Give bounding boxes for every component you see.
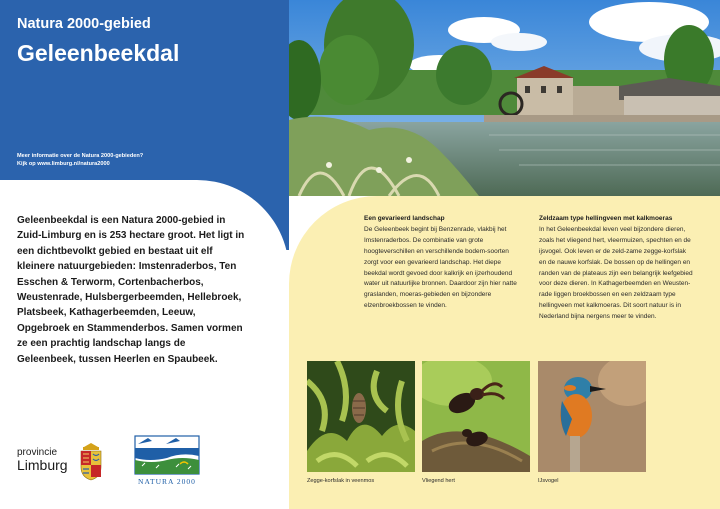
province-name: Limburg (17, 457, 68, 473)
snail-photo (307, 361, 415, 472)
natura2000-logo (132, 434, 202, 486)
landscape-photo (289, 0, 720, 196)
stag-beetle-photo (422, 361, 530, 472)
caption-snail: Zegge-korfslak in veenmos (307, 478, 375, 484)
subtitle: Natura 2000-gebied (17, 16, 151, 32)
section-body: De Geleenbeek begint bij Benzenrade, vlakbij het Imstenraderbos. De combinatie van grote hoogteverschillen en verschillende bodem-soorten zorgt voor een gevarieerd landschap. Het diepe beekdal wordt gevoed door kalkrijk en ijzerhoudend water uit natuurlijke bronnen. Daardoor zijn hier natte graslanden, moeras-gebieden en bijzondere elzenbroekbossen te vinden. (364, 225, 517, 310)
province-small: provincie (17, 447, 58, 458)
section-heading: Een gevarieerd landschap (364, 215, 445, 222)
info-link[interactable]: Kijk op www.limburg.nl/natura2000 (17, 161, 110, 168)
section-hellingveen (539, 214, 695, 323)
page-title: Geleenbeekdal (17, 40, 180, 66)
intro-text: Geleenbeekdal is een Natura 2000-gebied in Zuid-Limburg en is 253 hectare groot. Het ligt in een dichtbevolkt gebied en bestaat uit elf kleinere natuurgebieden: Imstenraderbos, Ten Esschen & Terworm, Cortenbacherbos, Weustenrade, Hulsbergerbeemden, Hellebroek, Platsbeek, Kathagerbeemden, Leeuw, Opgebroek en Stammenderbos. Samen vormen ze een prachtig landschap langs de Geleenbeek, tussen Heerlen en Spaubeek. (17, 215, 245, 365)
section-body: In het Geleenbeekdal leven veel bijzondere dieren, zoals het vliegend hert, vleermuizen, spechten en de ijsvogel. Ook leven er de zeld-zame zegge-korfslak en de nauwe korfslak. De bossen op de hellingen en randen van de plateaus zijn een belangrijk leefgebied voor deze dieren. In Kathagerbeemden en Weusten-rade liggen broekbossen en een zeldzaam type hellingveen met kalkmoeras. Dit soort natuur is in Nederland bijna nergens meer te vinden. (539, 225, 693, 321)
caption-kingfisher: IJsvogel (538, 478, 559, 484)
kingfisher-photo (538, 361, 646, 472)
section-heading: Zeldzaam type hellingveen met kalkmoeras (539, 215, 673, 222)
limburg-crest-icon (78, 441, 104, 481)
more-info (17, 152, 143, 169)
natura-logo-text: NATURA 2000 (138, 477, 196, 486)
province-logo-text (17, 447, 68, 471)
info-question: Meer informatie over de Natura 2000-gebieden? (17, 153, 144, 159)
section-landscape (364, 214, 520, 312)
caption-beetle: Vliegend hert (422, 478, 455, 484)
